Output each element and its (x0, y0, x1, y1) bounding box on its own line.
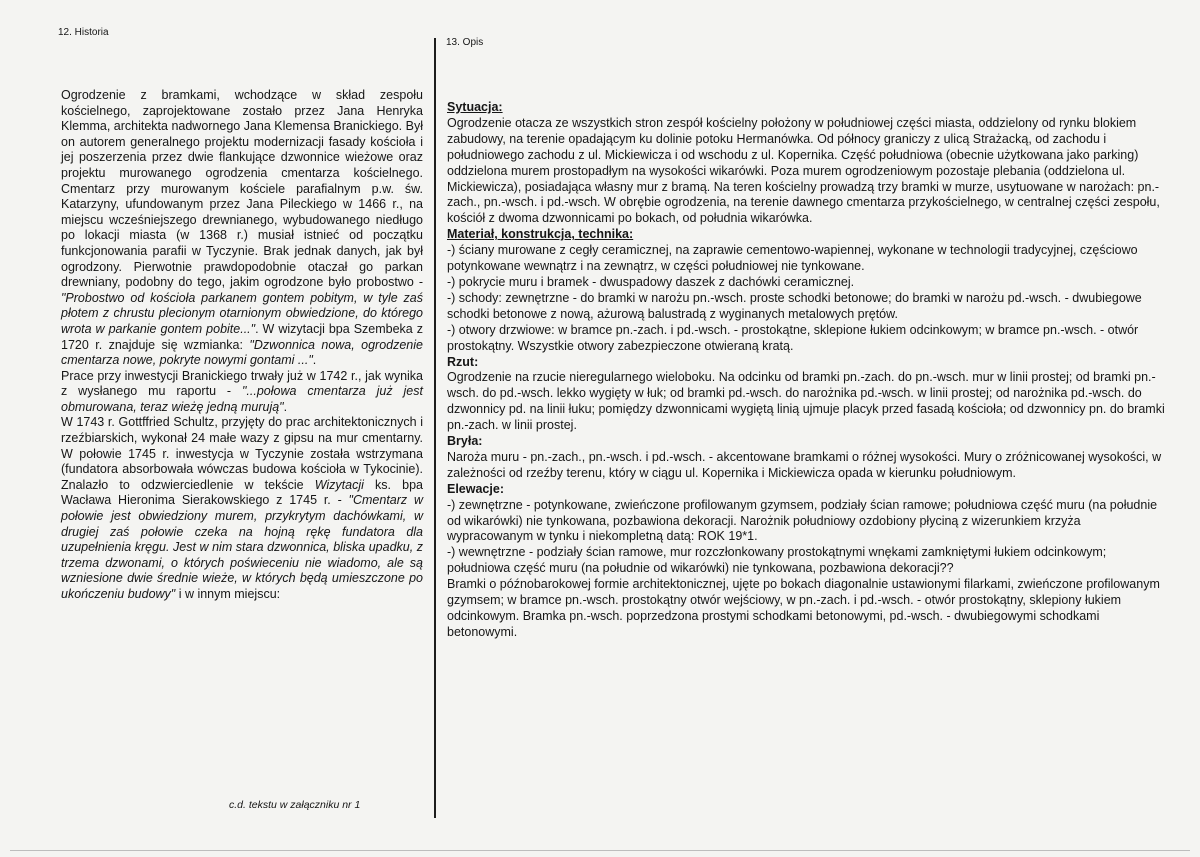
opis-paragraph: -) zewnętrzne - potynkowane, zwieńczone profilowanym gzymsem, podziały ścian ramowe; południowa część muru (na południe od wikarówki) nie tynkowana, pozbawiona dekoracji. Narożnik południowy ozdobiony płyciną z wizerunkiem krzyża wypracowanym w tynku i niekompletną datą: ROK 19*1. (447, 497, 1158, 544)
body-text: W 1743 r. Gottffried Schultz, przyjęty do prac architektonicznych i rzeźbiarskich, wykonał 24 małe wazy z gipsu na mur cmentarny. W połowie 1745 r. inwestycja w Tyczynie została wstrzymana (fundatora absorbowała wówczas budowa kościoła w Tykocinie). Znalazło to odzwierciedlenie w tekście (61, 415, 423, 492)
opis-paragraph: -) wewnętrzne - podziały ścian ramowe, mur rozczłonkowany prostokątnymi wnękami zamkniętymi łukiem odcinkowym; południowa część muru (na południe od wikarówki) nie tynkowana, pozbawiona dekoracji?? (447, 545, 1107, 576)
opis-column (447, 100, 1169, 641)
opis-section (447, 100, 1169, 227)
opis-paragraph: -) ściany murowane z cegły ceramicznej, na zaprawie cementowo-wapiennej, wykonane w technologii tradycyjnej, częściowo potynkowane wewnątrz i na zewnątrz, w części południowej nie tynkowane. (447, 243, 1138, 274)
body-text: Prace przy inwestycji Branickiego trwały już w 1742 r., jak wynika z wysłanego mu raportu - (61, 368, 423, 399)
body-text: . (283, 399, 288, 414)
opis-section (447, 482, 1169, 641)
opis-paragraph: Bramki o późnobarokowej formie architektonicznej, ujęte po bokach diagonalnie ustawionymi filarkami, zwieńczone profilowanym gzymsem; w bramce pn.-wsch. prostokątny otwór wejściowy, w pn.-zach. i pd.-wsch. - otwór prostokątny, sklepiony łukiem odcinkowym. Bramka pn.-wsch. poprzedzona prostymi schodkami betonowymi, pd.-wsch. - dwubiegowymi schodkami betonowymi. (447, 577, 1160, 639)
column-divider (434, 38, 436, 818)
opis-paragraph: -) otwory drzwiowe: w bramce pn.-zach. i pd.-wsch. - prostokątne, sklepione łukiem odcinkowym; w bramce pn.-wsch. - otwór prostokątny. Wszystkie otwory zabezpieczone otwieraną kratą. (447, 322, 1139, 353)
section-header-historia: 12. Historia (58, 27, 109, 38)
historia-paragraph (61, 88, 423, 369)
quotation-text: "Dzwonnica nowa, ogrodzenie cmentarza nowe, pokryte nowymi gontami ..." (61, 337, 423, 368)
opis-paragraph: -) schody: zewnętrzne - do bramki w narożu pn.-wsch. proste schodki betonowe; do bramki w narożu pd.-wsch. - dwubiegowe schodki betonowe z nową, ażurową balustradą z wyginanych metalowych prętów. (447, 290, 1142, 321)
opis-section (447, 227, 1169, 354)
section-heading: Materiał, konstrukcja, technika: (447, 227, 634, 242)
continuation-note: c.d. tekstu w załączniku nr 1 (229, 799, 361, 811)
scan-edge-line (10, 850, 1190, 851)
section-heading: Sytuacja: (447, 100, 503, 114)
historia-paragraph (61, 415, 423, 602)
opis-paragraph: -) pokrycie muru i bramek - dwuspadowy daszek z dachówki ceramicznej. (447, 274, 855, 289)
quotation-text: "Probostwo od kościoła parkanem gontem pobitym, w tyle zaś płotem z chrustu plecionym otarnionym obwiedzione, do którego wrota w parkanie gontem pobite..." (61, 290, 423, 336)
historia-paragraph (61, 369, 423, 416)
opis-paragraph: Naroża muru - pn.-zach., pn.-wsch. i pd.-wsch. - akcentowane bramkami o różnej wysokości. Mury o zróżnicowanej wysokości, w zależności od rzeźby terenu, który w ciągu ul. Kopernika i Mickiewicza opada w kierunku południowym. (447, 449, 1162, 480)
body-text: ks. bpa Wacława Hieronima Sierakowskiego z 1745 r. - (61, 477, 423, 508)
body-text: i w innym miejscu: (175, 587, 281, 601)
body-text: . (312, 353, 317, 368)
opis-section (447, 434, 1169, 482)
body-text: . W wizytacji bpa Szembeka z 1720 r. znajduje się wzmianka: (61, 321, 423, 352)
historia-column (61, 88, 423, 603)
section-heading: Elewacje: (447, 481, 504, 496)
section-header-opis: 13. Opis (446, 37, 484, 48)
section-heading: Bryła: (447, 434, 483, 449)
opis-paragraph: Ogrodzenie na rzucie nieregularnego wieloboku. Na odcinku od bramki pn.-zach. do pn.-wsch. mur w linii prostej; od bramki pn.-wsch. do pd.-wsch. lekko wygięty w łuk; od bramki pd.-wsch. do narożnika pd.-wsch. w linii prostej; od narożnika pd.-wsch. do dzwonnicy pd. na linii łuku; pomiędzy dzwonnicami wygiętą linią ujmuje placyk przed fasadą kościoła; od dzwonnicy pn. do bramki pn.-zach. w linii prostej. (447, 370, 1165, 433)
quotation-text: "Cmentarz w połowie jest obwiedziony murem, przykrytym dachówkami, w drugiej zaś połowie czeka na hojną rękę fundatora dla uzupełnienia kręgu. Jest w nim stara dzwonnica, bliska upadku, z trzema dzwonami, o których poświeceniu nie wiadomo, ale są wzniesione dwie średnie wieże, w których będą umieszczone po ukończeniu budowy" (61, 493, 423, 601)
section-heading: Rzut: (447, 354, 479, 369)
quotation-text: Wizytacji (314, 477, 364, 492)
opis-paragraph: Ogrodzenie otacza ze wszystkich stron zespół kościelny położony w południowej części miasta, oddzielony od rynku blokiem zabudowy, na terenie opadającym ku dolinie potoku Hermanówka. Od północy graniczy z ulicą Strażacką, od zachodu i południowego zachodu z ul. Mickiewicza i od wschodu z ul. Kopernika. Część południowa (obecnie użytkowana jako parking) oddzielona murem prostopadłym na wysokości wikarówki. Poza murem ogrodzeniowym pozostaje plebania (oddzielona ul. Mickiewicza), posiadająca własny mur z bramą. Na teren kościelny prowadzą trzy bramki w murze, usytuowane w narożach: pn.-zach., pn.-wsch. i pd.-wsch. W obrębie ogrodzenia, na terenie dawnego cmentarza przykościelnego, w centralnej części zespołu, kościół z dwoma dzwonnicami po bokach, od południa wikarówka. (447, 115, 1160, 226)
body-text: Ogrodzenie z bramkami, wchodzące w skład zespołu kościelnego, zaprojektowane zostało przez Jana Henryka Klemma, architekta nadwornego Jana Klemensa Branickiego. Był on autorem generalnego projektu modernizacji fasady kościoła i jej poszerzenia przez dwie flankujące dzwonnice wieżowe oraz projektu murowanego ogrodzenia cmentarza kościelnego. Cmentarz przy murowanym kościele parafialnym p.w. św. Katarzyny, ufundowanym przez Jana Pileckiego w 1466 r., na miejscu wcześniejszego drewnianego, wybudowanego niedługo po lokacji miasta (w 1368 r.) musiał istnieć od początku funkcjonowania parafii w Tyczynie. Brak jednak danych, jak był ogrodzony. Pierwotnie prawdopodobnie otaczał go parkan drewniany, podobny do tego, jakim ogrodzone było probostwo - (61, 88, 423, 290)
opis-section (447, 355, 1169, 435)
quotation-text: "...połowa cmentarza już jest obmurowana, teraz wieżę jedną murują" (61, 384, 423, 414)
